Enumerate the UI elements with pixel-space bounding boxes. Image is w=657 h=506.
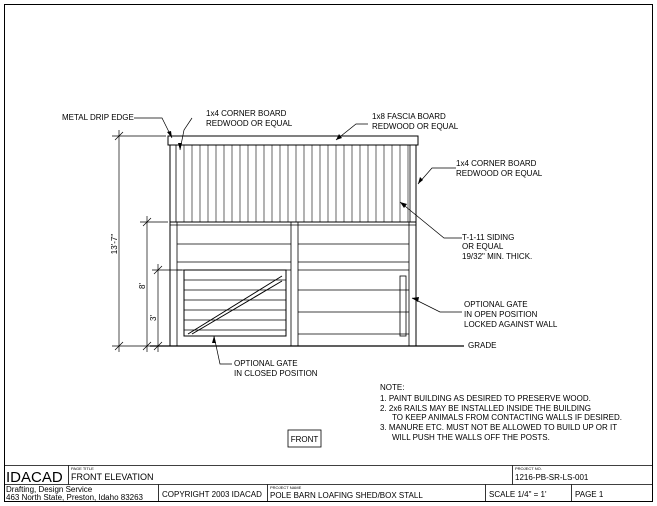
dimension-lines — [112, 130, 182, 352]
title-project-name-caption: PROJECT NAME — [270, 485, 302, 490]
post-left — [170, 222, 177, 346]
view-label: FRONT — [290, 435, 319, 444]
label-siding-2: OR EQUAL — [462, 242, 504, 251]
label-drip-edge: METAL DRIP EDGE — [62, 113, 134, 122]
title-copyright: COPYRIGHT 2003 IDACAD — [162, 490, 262, 499]
building-elevation — [150, 136, 464, 346]
label-gate-closed-1: OPTIONAL GATE — [234, 359, 298, 368]
note-3a: 3. MANURE ETC. MUST NOT BE ALLOWED TO BUILD UP OR IT — [380, 423, 618, 432]
title-logo: IDACAD — [6, 469, 63, 486]
label-gate-open-1: OPTIONAL GATE — [464, 300, 528, 309]
label-gate-open-3: LOCKED AGAINST WALL — [464, 320, 558, 329]
label-gate-open-2: IN OPEN POSITION — [464, 310, 538, 319]
upper-siding-wall — [170, 145, 416, 222]
fascia-board — [168, 136, 418, 145]
title-company-2: 463 North State, Preston, Idaho 83263 — [6, 493, 143, 502]
post-right — [409, 222, 416, 346]
notes-block — [380, 383, 622, 442]
dim-wall: 8' — [138, 283, 147, 289]
lower-wall-rails — [177, 244, 409, 334]
label-corner-board-2b: REDWOOD OR EQUAL — [456, 169, 543, 178]
post-center — [291, 222, 298, 346]
gate-closed-brace-2 — [192, 281, 282, 334]
dim-gate: 3' — [149, 315, 158, 321]
gate-open — [400, 276, 406, 336]
notes-heading: NOTE: — [380, 383, 405, 392]
label-siding-1: T-1-11 SIDING — [462, 233, 515, 242]
title-page-title: FRONT ELEVATION — [71, 472, 154, 482]
title-company-1: Drafting, Design Service — [6, 485, 93, 494]
label-corner-board-2: 1x4 CORNER BOARD — [456, 159, 537, 168]
note-2a: 2. 2x6 RAILS MAY BE INSTALLED INSIDE THE BUILDING — [380, 404, 592, 413]
title-scale: SCALE 1/4" = 1' — [489, 490, 547, 499]
t111-siding-grooves — [184, 145, 408, 222]
gate-closed-brace — [188, 276, 282, 334]
label-fascia: 1x8 FASCIA BOARD — [372, 112, 446, 121]
note-1: 1. PAINT BUILDING AS DESIRED TO PRESERVE WOOD. — [380, 394, 591, 403]
lower-wall — [170, 222, 416, 346]
note-2b: TO KEEP ANIMALS FROM CONTACTING WALLS IF DESIRED. — [392, 413, 622, 422]
note-3b: WILL PUSH THE WALLS OFF THE POSTS. — [392, 433, 550, 442]
title-page: PAGE 1 — [575, 490, 604, 499]
label-fascia-b: REDWOOD OR EQUAL — [372, 122, 459, 131]
label-grade: GRADE — [468, 341, 497, 350]
leader-arrowheads — [167, 131, 423, 343]
dim-overall: 13'-7" — [110, 233, 119, 255]
title-project-no-caption: PROJECT NO. — [515, 466, 542, 471]
label-corner-board-1: 1x4 CORNER BOARD — [206, 109, 287, 118]
label-gate-closed-2: IN CLOSED POSITION — [234, 369, 318, 378]
title-project-no: 1216-PB-SR-LS-001 — [515, 473, 589, 482]
title-project-name: POLE BARN LOAFING SHED/BOX STALL — [270, 491, 423, 500]
label-siding-3: 19/32" MIN. THICK. — [462, 252, 533, 261]
title-page-caption: PAGE TITLE — [71, 466, 94, 471]
label-corner-board-1b: REDWOOD OR EQUAL — [206, 119, 293, 128]
